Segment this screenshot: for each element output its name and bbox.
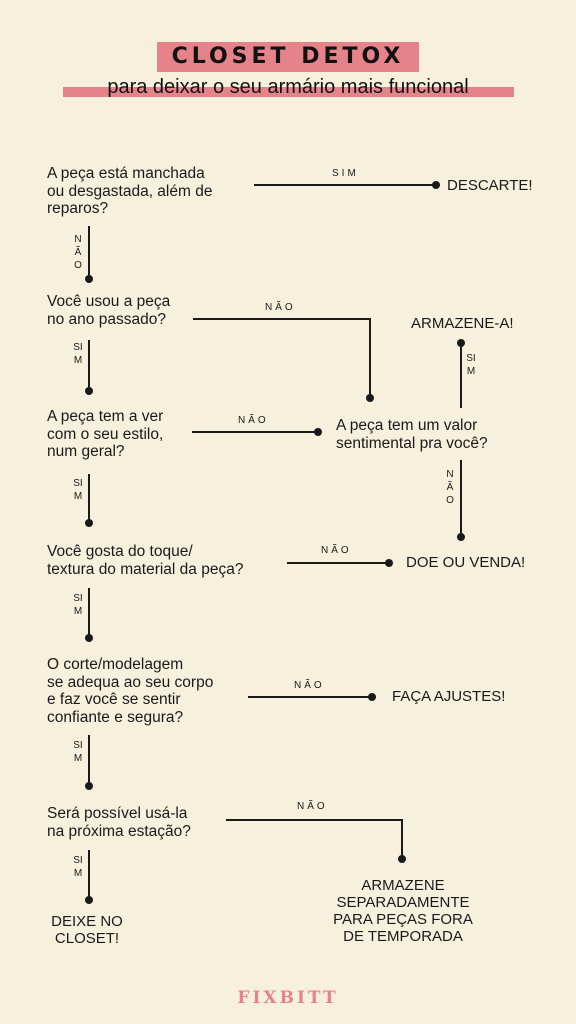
arrow-dot xyxy=(85,782,93,790)
edge-label-sim: SIM xyxy=(466,353,476,377)
arrow-dot xyxy=(366,394,374,402)
question-texture: Você gosta do toque/ textura do material da peça? xyxy=(47,543,244,578)
question-next-season: Será possível usá-la na próxima estação? xyxy=(47,805,191,840)
outcome-deixe-closet: DEIXE NO CLOSET! xyxy=(51,913,123,947)
edge-label-sim: SIM xyxy=(73,342,83,366)
arrow-dot xyxy=(398,855,406,863)
arrow-dot xyxy=(85,519,93,527)
question-fit: O corte/modelagem se adequa ao seu corpo e faz você se sentir confiante e segura? xyxy=(47,656,214,726)
arrow-dot xyxy=(432,181,440,189)
edge-label-nao: NÃO xyxy=(446,469,454,506)
arrow-dot xyxy=(385,559,393,567)
edge-label-nao: NÃO xyxy=(74,234,82,271)
edge-label-sim: SIM xyxy=(332,168,359,179)
outcome-armazene-separado: ARMAZENE SEPARADAMENTE PARA PEÇAS FORA DE TEMPORADA xyxy=(333,877,473,945)
question-sentimental: A peça tem um valor sentimental pra você? xyxy=(336,417,488,452)
edge-label-nao: NÃO xyxy=(294,680,325,691)
edge-label-sim: SIM xyxy=(73,855,83,879)
arrow-dot xyxy=(85,896,93,904)
connector-q2-q7 xyxy=(193,319,370,398)
edge-label-nao: NÃO xyxy=(265,302,296,313)
page-title: CLOSET DETOX xyxy=(171,44,405,69)
arrow-dot xyxy=(368,693,376,701)
outcome-armazene: ARMAZENE-A! xyxy=(411,315,514,332)
edge-label-sim: SIM xyxy=(73,740,83,764)
edge-label-nao: NÃO xyxy=(297,801,328,812)
arrow-dot xyxy=(457,533,465,541)
brand-logo: FIXBITT xyxy=(237,988,339,1008)
question-style: A peça tem a ver com o seu estilo, num geral? xyxy=(47,408,164,460)
question-used-last-year: Você usou a peça no ano passado? xyxy=(47,293,171,328)
arrow-dot xyxy=(314,428,322,436)
connector-q6-armazene-separado xyxy=(226,820,402,859)
outcome-ajustes: FAÇA AJUSTES! xyxy=(392,688,506,705)
page-subtitle: para deixar o seu armário mais funcional xyxy=(107,76,469,98)
edge-label-nao: NÃO xyxy=(238,415,269,426)
edge-label-nao: NÃO xyxy=(321,545,352,556)
arrow-dot xyxy=(85,275,93,283)
arrow-dot xyxy=(85,387,93,395)
arrow-dot xyxy=(457,339,465,347)
edge-label-sim: SIM xyxy=(73,593,83,617)
question-stained: A peça está manchada ou desgastada, além de reparos? xyxy=(47,165,213,217)
outcome-doe-venda: DOE OU VENDA! xyxy=(406,554,526,571)
edge-label-sim: SIM xyxy=(73,478,83,502)
outcome-descarte: DESCARTE! xyxy=(447,177,533,194)
arrow-dot xyxy=(85,634,93,642)
